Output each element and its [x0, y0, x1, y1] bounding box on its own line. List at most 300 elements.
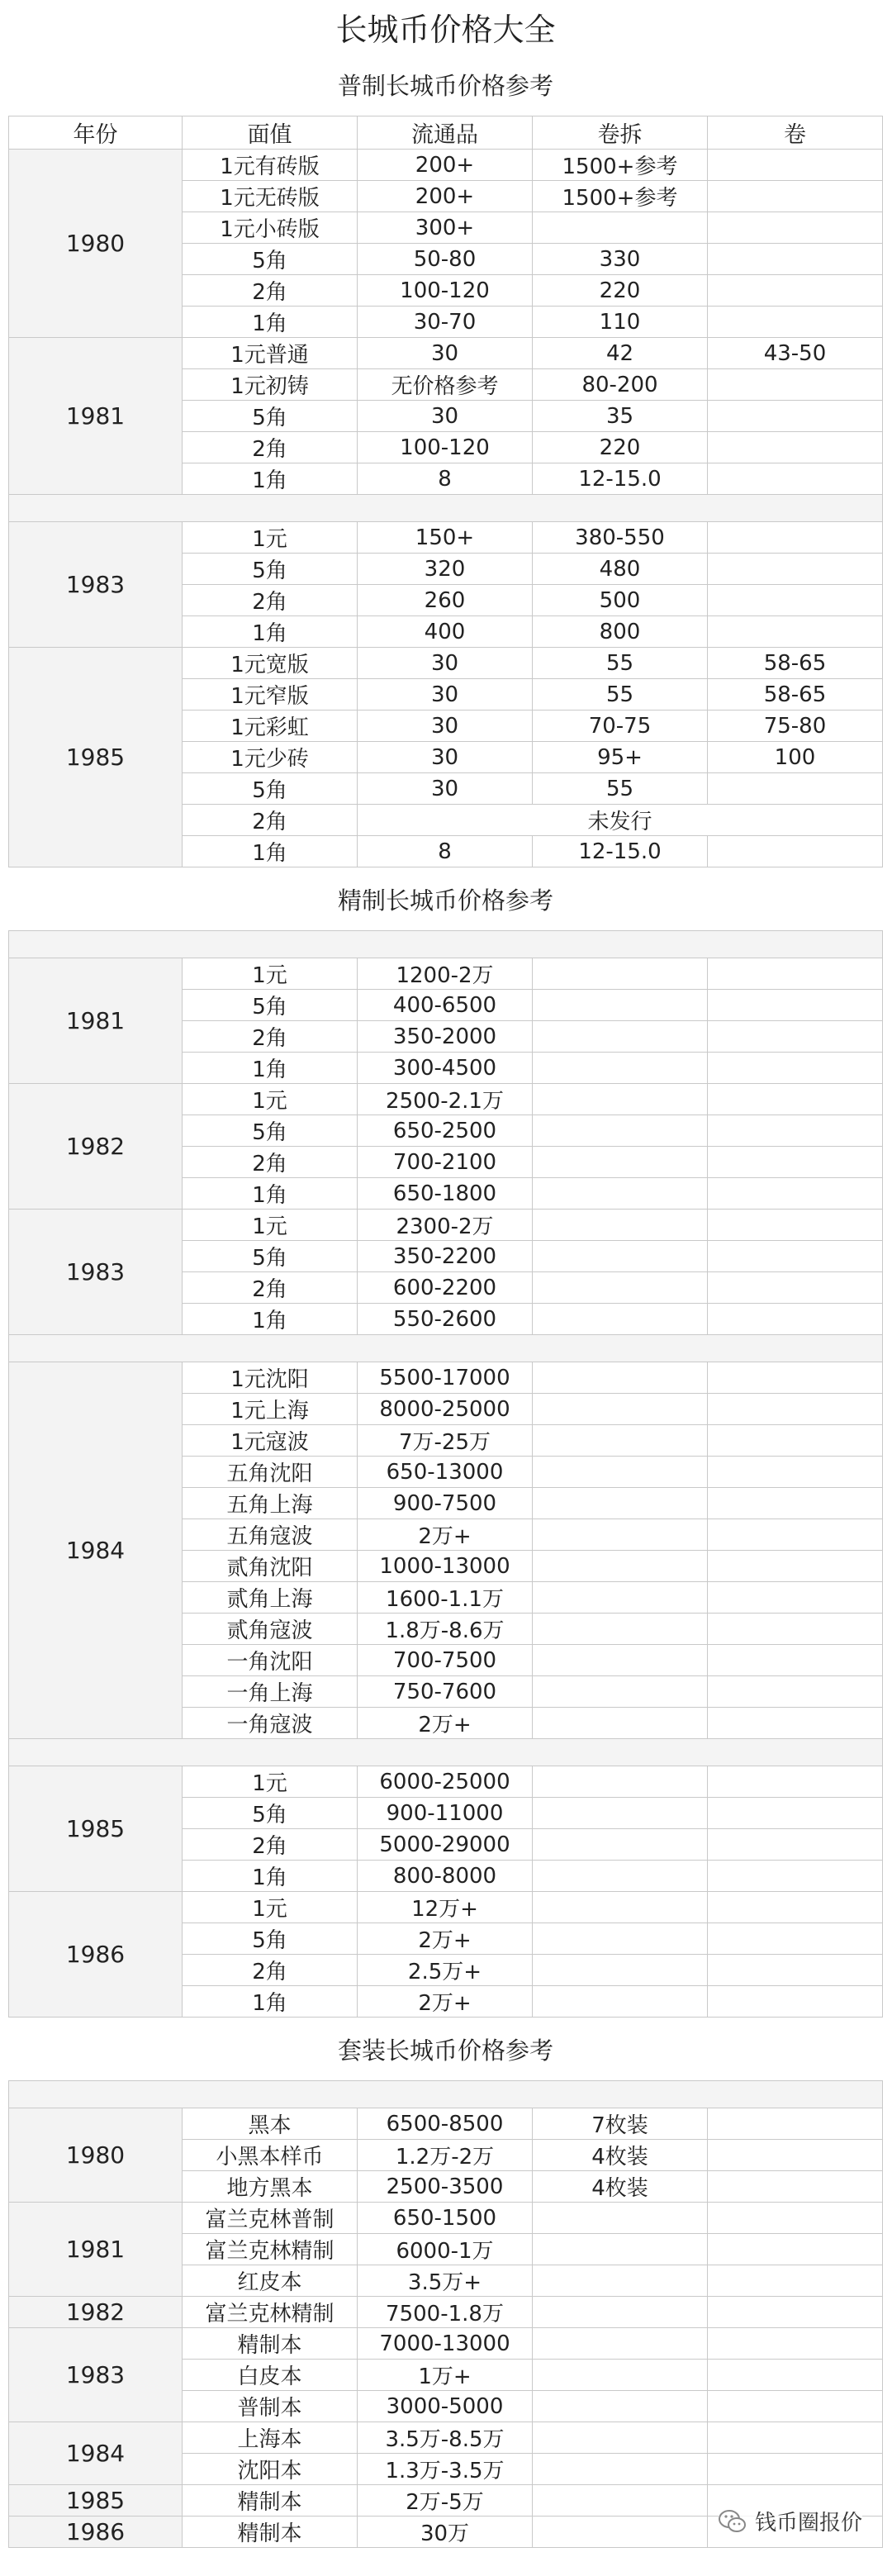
roll-split-price-cell	[533, 2517, 708, 2548]
roll-price-cell	[708, 1645, 883, 1676]
roll-split-price-cell	[533, 958, 708, 990]
section-header-row	[9, 867, 883, 931]
spacer-row	[9, 1739, 883, 1766]
roll-split-price-cell	[533, 1362, 708, 1394]
face-value-cell: 5角	[183, 990, 358, 1021]
roll-split-price-cell: 500	[533, 585, 708, 616]
face-value-cell: 普制本	[183, 2391, 358, 2422]
year-cell: 1982	[9, 2297, 183, 2328]
table-row	[9, 2108, 883, 2140]
year-cell: 1985	[9, 2485, 183, 2517]
face-value-cell: 黑本	[183, 2108, 358, 2140]
roll-price-cell	[708, 150, 883, 181]
circulation-price-cell: 30-70	[358, 307, 533, 338]
circulation-price-cell: 550-2600	[358, 1304, 533, 1335]
roll-split-price-cell	[533, 1923, 708, 1955]
roll-price-cell	[708, 1210, 883, 1241]
roll-split-price-cell	[533, 1304, 708, 1335]
table-row	[9, 648, 883, 679]
roll-price-cell	[708, 244, 883, 275]
roll-price-cell	[708, 1551, 883, 1582]
roll-price-cell	[708, 1829, 883, 1861]
roll-split-price-cell	[533, 1582, 708, 1614]
face-value-cell: 1元寇波	[183, 1425, 358, 1457]
roll-price-cell	[708, 1519, 883, 1551]
roll-price-cell	[708, 1084, 883, 1115]
roll-split-price-cell: 95+	[533, 742, 708, 773]
roll-price-cell	[708, 554, 883, 585]
face-value-cell: 1元	[183, 522, 358, 554]
face-value-cell: 一角寇波	[183, 1708, 358, 1739]
roll-price-cell	[708, 2454, 883, 2485]
roll-price-cell	[708, 522, 883, 554]
circulation-price-cell: 1200-2万	[358, 958, 533, 990]
circulation-price-cell: 6000-1万	[358, 2234, 533, 2265]
face-value-cell: 1元	[183, 958, 358, 990]
face-value-cell: 一角沈阳	[183, 1645, 358, 1676]
circulation-price-cell: 650-13000	[358, 1457, 533, 1488]
table-row	[9, 2203, 883, 2234]
circulation-price-cell: 30	[358, 773, 533, 805]
roll-split-price-cell: 110	[533, 307, 708, 338]
circulation-price-cell: 7000-13000	[358, 2328, 533, 2360]
face-value-cell: 5角	[183, 773, 358, 805]
face-value-cell: 沈阳本	[183, 2454, 358, 2485]
roll-split-price-cell: 480	[533, 554, 708, 585]
face-value-cell: 精制本	[183, 2485, 358, 2517]
face-value-cell: 1角	[183, 1304, 358, 1335]
spacer-row	[9, 2081, 883, 2108]
face-value-cell: 1角	[183, 307, 358, 338]
face-value-cell: 1元窄版	[183, 679, 358, 711]
circulation-price-cell: 7500-1.8万	[358, 2297, 533, 2328]
roll-split-price-cell: 380-550	[533, 522, 708, 554]
circulation-price-cell: 400	[358, 616, 533, 648]
watermark-logo	[719, 2506, 862, 2536]
circulation-price-cell: 7万-25万	[358, 1425, 533, 1457]
roll-split-price-cell	[533, 1614, 708, 1645]
spacer-row	[9, 1335, 883, 1362]
roll-price-cell	[708, 2328, 883, 2360]
spacer-cell	[9, 2081, 883, 2108]
face-value-cell: 五角寇波	[183, 1519, 358, 1551]
year-cell: 1984	[9, 1362, 183, 1739]
circulation-price-cell: 8000-25000	[358, 1394, 533, 1425]
circulation-price-cell: 8	[358, 836, 533, 867]
price-table-container	[8, 0, 882, 2548]
roll-split-price-cell: 4枚装	[533, 2140, 708, 2171]
roll-price-cell	[708, 616, 883, 648]
circulation-price-cell: 1.2万-2万	[358, 2140, 533, 2171]
roll-price-cell	[708, 181, 883, 212]
roll-price-cell	[708, 1766, 883, 1798]
face-value-cell: 1角	[183, 836, 358, 867]
roll-price-cell	[708, 1986, 883, 2018]
face-value-cell: 2角	[183, 1955, 358, 1986]
roll-price-cell	[708, 2265, 883, 2297]
roll-split-price-cell: 70-75	[533, 711, 708, 742]
roll-price-cell	[708, 836, 883, 867]
face-value-cell: 富兰克林精制	[183, 2297, 358, 2328]
section-header-row	[9, 2018, 883, 2081]
circulation-price-cell: 800-8000	[358, 1861, 533, 1892]
face-value-cell: 1元彩虹	[183, 711, 358, 742]
roll-price-cell: 100	[708, 742, 883, 773]
roll-price-cell: 58-65	[708, 648, 883, 679]
merged-note-cell: 未发行	[358, 805, 883, 836]
face-value-cell: 贰角沈阳	[183, 1551, 358, 1582]
circulation-price-cell: 650-1500	[358, 2203, 533, 2234]
column-header-row	[9, 116, 883, 150]
roll-split-price-cell	[533, 1178, 708, 1210]
roll-price-cell	[708, 2234, 883, 2265]
circulation-price-cell: 无价格参考	[358, 369, 533, 401]
face-value-cell: 5角	[183, 1241, 358, 1272]
roll-price-cell	[708, 1708, 883, 1739]
roll-price-cell	[708, 1923, 883, 1955]
roll-split-price-cell: 12-15.0	[533, 836, 708, 867]
roll-price-cell	[708, 1241, 883, 1272]
roll-price-cell	[708, 212, 883, 244]
roll-split-price-cell	[533, 2297, 708, 2328]
roll-split-price-cell: 55	[533, 773, 708, 805]
face-value-cell: 1元	[183, 1892, 358, 1923]
year-cell: 1985	[9, 1766, 183, 1892]
circulation-price-cell: 700-7500	[358, 1645, 533, 1676]
circulation-price-cell: 350-2200	[358, 1241, 533, 1272]
roll-split-price-cell	[533, 2360, 708, 2391]
year-cell: 1985	[9, 648, 183, 867]
roll-split-price-cell: 1500+参考	[533, 181, 708, 212]
face-value-cell: 贰角寇波	[183, 1614, 358, 1645]
roll-split-price-cell	[533, 1519, 708, 1551]
face-value-cell: 精制本	[183, 2328, 358, 2360]
year-cell: 1981	[9, 338, 183, 495]
roll-split-price-cell	[533, 2203, 708, 2234]
circulation-price-cell: 900-11000	[358, 1798, 533, 1829]
table-row	[9, 338, 883, 369]
face-value-cell: 富兰克林精制	[183, 2234, 358, 2265]
roll-price-cell	[708, 369, 883, 401]
year-cell: 1982	[9, 1084, 183, 1210]
roll-price-cell	[708, 1488, 883, 1519]
circulation-price-cell: 650-1800	[358, 1178, 533, 1210]
face-value-cell: 2角	[183, 585, 358, 616]
circulation-price-cell: 8	[358, 463, 533, 495]
circulation-price-cell: 2500-2.1万	[358, 1084, 533, 1115]
circulation-price-cell: 1600-1.1万	[358, 1582, 533, 1614]
price-table	[8, 0, 883, 2548]
circulation-price-cell: 750-7600	[358, 1676, 533, 1708]
roll-price-cell	[708, 1457, 883, 1488]
circulation-price-cell: 300-4500	[358, 1053, 533, 1084]
face-value-cell: 2角	[183, 1272, 358, 1304]
roll-price-cell	[708, 1798, 883, 1829]
roll-split-price-cell	[533, 1892, 708, 1923]
section-heading: 套装长城币价格参考	[337, 2036, 553, 2065]
circulation-price-cell: 2500-3500	[358, 2171, 533, 2203]
roll-price-cell	[708, 2171, 883, 2203]
roll-split-price-cell: 55	[533, 679, 708, 711]
roll-price-cell	[708, 1892, 883, 1923]
circulation-price-cell: 30	[358, 401, 533, 432]
circulation-price-cell: 350-2000	[358, 1021, 533, 1053]
roll-price-cell	[708, 463, 883, 495]
roll-split-price-cell	[533, 1272, 708, 1304]
year-cell: 1980	[9, 150, 183, 338]
roll-price-cell	[708, 1394, 883, 1425]
roll-price-cell	[708, 432, 883, 463]
circulation-price-cell: 2万+	[358, 1986, 533, 2018]
year-cell: 1983	[9, 2328, 183, 2422]
year-cell: 1983	[9, 522, 183, 648]
column-header: 流通品	[358, 116, 533, 150]
circulation-price-cell: 30	[358, 711, 533, 742]
year-cell: 1981	[9, 958, 183, 1084]
circulation-price-cell: 260	[358, 585, 533, 616]
roll-split-price-cell: 1500+参考	[533, 150, 708, 181]
face-value-cell: 一角上海	[183, 1676, 358, 1708]
circulation-price-cell: 3.5万+	[358, 2265, 533, 2297]
circulation-price-cell: 1万+	[358, 2360, 533, 2391]
face-value-cell: 5角	[183, 401, 358, 432]
circulation-price-cell: 700-2100	[358, 1147, 533, 1178]
roll-split-price-cell	[533, 1210, 708, 1241]
face-value-cell: 2角	[183, 1147, 358, 1178]
face-value-cell: 1元初铸	[183, 369, 358, 401]
circulation-price-cell: 12万+	[358, 1892, 533, 1923]
roll-split-price-cell	[533, 1708, 708, 1739]
roll-split-price-cell	[533, 1861, 708, 1892]
year-cell: 1986	[9, 1892, 183, 2018]
roll-split-price-cell	[533, 1986, 708, 2018]
roll-split-price-cell: 42	[533, 338, 708, 369]
roll-price-cell	[708, 1178, 883, 1210]
face-value-cell: 1角	[183, 1053, 358, 1084]
roll-split-price-cell	[533, 1053, 708, 1084]
table-row	[9, 522, 883, 554]
face-value-cell: 1元	[183, 1766, 358, 1798]
circulation-price-cell: 200+	[358, 181, 533, 212]
face-value-cell: 2角	[183, 275, 358, 307]
section-heading: 精制长城币价格参考	[337, 886, 553, 915]
face-value-cell: 五角上海	[183, 1488, 358, 1519]
roll-price-cell	[708, 2140, 883, 2171]
roll-price-cell	[708, 1272, 883, 1304]
circulation-price-cell: 650-2500	[358, 1115, 533, 1147]
roll-split-price-cell	[533, 1394, 708, 1425]
circulation-price-cell: 300+	[358, 212, 533, 244]
table-row	[9, 1766, 883, 1798]
circulation-price-cell: 2.5万+	[358, 1955, 533, 1986]
face-value-cell: 1角	[183, 463, 358, 495]
circulation-price-cell: 600-2200	[358, 1272, 533, 1304]
face-value-cell: 2角	[183, 1021, 358, 1053]
spacer-row	[9, 495, 883, 522]
watermark-text: 钱币圈报价	[754, 2511, 862, 2536]
roll-split-price-cell	[533, 2391, 708, 2422]
roll-split-price-cell: 80-200	[533, 369, 708, 401]
table-row	[9, 150, 883, 181]
face-value-cell: 精制本	[183, 2517, 358, 2548]
roll-price-cell	[708, 2391, 883, 2422]
roll-price-cell	[708, 1955, 883, 1986]
table-row	[9, 2422, 883, 2454]
circulation-price-cell: 30	[358, 742, 533, 773]
roll-split-price-cell	[533, 2485, 708, 2517]
roll-price-cell	[708, 401, 883, 432]
face-value-cell: 1元少砖	[183, 742, 358, 773]
column-header: 卷	[708, 116, 883, 150]
circulation-price-cell: 1.8万-8.6万	[358, 1614, 533, 1645]
circulation-price-cell: 30	[358, 648, 533, 679]
roll-split-price-cell	[533, 212, 708, 244]
circulation-price-cell: 900-7500	[358, 1488, 533, 1519]
face-value-cell: 1角	[183, 1861, 358, 1892]
roll-split-price-cell: 220	[533, 432, 708, 463]
roll-split-price-cell	[533, 2234, 708, 2265]
circulation-price-cell: 2万+	[358, 1923, 533, 1955]
year-cell: 1986	[9, 2517, 183, 2548]
table-row	[9, 2328, 883, 2360]
table-row	[9, 1362, 883, 1394]
circulation-price-cell: 5500-17000	[358, 1362, 533, 1394]
roll-split-price-cell: 7枚装	[533, 2108, 708, 2140]
roll-price-cell	[708, 1021, 883, 1053]
face-value-cell: 2角	[183, 1829, 358, 1861]
face-value-cell: 五角沈阳	[183, 1457, 358, 1488]
roll-price-cell	[708, 1582, 883, 1614]
face-value-cell: 1元无砖版	[183, 181, 358, 212]
page-title: 长城币价格大全	[335, 11, 556, 48]
face-value-cell: 小黑本样币	[183, 2140, 358, 2171]
year-cell: 1981	[9, 2203, 183, 2297]
face-value-cell: 1元上海	[183, 1394, 358, 1425]
column-header: 卷拆	[533, 116, 708, 150]
roll-split-price-cell: 55	[533, 648, 708, 679]
circulation-price-cell: 50-80	[358, 244, 533, 275]
roll-price-cell	[708, 1362, 883, 1394]
roll-split-price-cell	[533, 1645, 708, 1676]
circulation-price-cell: 2300-2万	[358, 1210, 533, 1241]
roll-price-cell	[708, 2108, 883, 2140]
column-header: 年份	[9, 116, 183, 150]
year-cell: 1980	[9, 2108, 183, 2203]
roll-split-price-cell: 220	[533, 275, 708, 307]
roll-split-price-cell	[533, 1798, 708, 1829]
roll-split-price-cell: 330	[533, 244, 708, 275]
table-row	[9, 1892, 883, 1923]
face-value-cell: 5角	[183, 1923, 358, 1955]
roll-split-price-cell	[533, 1955, 708, 1986]
roll-price-cell	[708, 1053, 883, 1084]
roll-price-cell	[708, 2422, 883, 2454]
year-cell: 1983	[9, 1210, 183, 1335]
table-row	[9, 1084, 883, 1115]
roll-split-price-cell: 4枚装	[533, 2171, 708, 2203]
circulation-price-cell: 30	[358, 338, 533, 369]
face-value-cell: 2角	[183, 432, 358, 463]
roll-price-cell	[708, 2203, 883, 2234]
circulation-price-cell: 2万+	[358, 1708, 533, 1739]
face-value-cell: 5角	[183, 1798, 358, 1829]
roll-price-cell	[708, 585, 883, 616]
circulation-price-cell: 6500-8500	[358, 2108, 533, 2140]
face-value-cell: 1元沈阳	[183, 1362, 358, 1394]
face-value-cell: 1元	[183, 1084, 358, 1115]
roll-price-cell: 58-65	[708, 679, 883, 711]
circulation-price-cell: 100-120	[358, 275, 533, 307]
roll-split-price-cell	[533, 1425, 708, 1457]
roll-price-cell	[708, 1304, 883, 1335]
table-row	[9, 2297, 883, 2328]
circulation-price-cell: 2万+	[358, 1519, 533, 1551]
table-row	[9, 1210, 883, 1241]
circulation-price-cell: 30万	[358, 2517, 533, 2548]
section-header-row	[9, 53, 883, 116]
roll-split-price-cell: 12-15.0	[533, 463, 708, 495]
spacer-cell	[9, 931, 883, 958]
face-value-cell: 1元有砖版	[183, 150, 358, 181]
roll-split-price-cell	[533, 1457, 708, 1488]
face-value-cell: 5角	[183, 554, 358, 585]
face-value-cell: 5角	[183, 244, 358, 275]
roll-split-price-cell	[533, 1676, 708, 1708]
face-value-cell: 1元	[183, 1210, 358, 1241]
roll-split-price-cell: 800	[533, 616, 708, 648]
roll-split-price-cell	[533, 2454, 708, 2485]
year-cell: 1984	[9, 2422, 183, 2485]
face-value-cell: 贰角上海	[183, 1582, 358, 1614]
face-value-cell: 1元小砖版	[183, 212, 358, 244]
roll-price-cell	[708, 1147, 883, 1178]
roll-price-cell	[708, 773, 883, 805]
roll-price-cell	[708, 307, 883, 338]
roll-price-cell	[708, 1115, 883, 1147]
roll-price-cell	[708, 1614, 883, 1645]
spacer-row	[9, 931, 883, 958]
roll-split-price-cell	[533, 990, 708, 1021]
face-value-cell: 白皮本	[183, 2360, 358, 2391]
face-value-cell: 1角	[183, 1178, 358, 1210]
spacer-cell	[9, 1739, 883, 1766]
roll-price-cell	[708, 2297, 883, 2328]
section-heading: 普制长城币价格参考	[337, 71, 553, 100]
roll-split-price-cell: 35	[533, 401, 708, 432]
circulation-price-cell: 400-6500	[358, 990, 533, 1021]
spacer-cell	[9, 1335, 883, 1362]
wechat-icon	[719, 2509, 747, 2534]
circulation-price-cell: 2万-5万	[358, 2485, 533, 2517]
roll-split-price-cell	[533, 1551, 708, 1582]
roll-price-cell	[708, 1425, 883, 1457]
roll-price-cell	[708, 990, 883, 1021]
circulation-price-cell: 1000-13000	[358, 1551, 533, 1582]
roll-split-price-cell	[533, 1488, 708, 1519]
column-header: 面值	[183, 116, 358, 150]
roll-split-price-cell	[533, 1021, 708, 1053]
roll-price-cell: 75-80	[708, 711, 883, 742]
face-value-cell: 1元宽版	[183, 648, 358, 679]
face-value-cell: 1元普通	[183, 338, 358, 369]
circulation-price-cell: 6000-25000	[358, 1766, 533, 1798]
face-value-cell: 富兰克林普制	[183, 2203, 358, 2234]
roll-split-price-cell	[533, 2422, 708, 2454]
roll-split-price-cell	[533, 1147, 708, 1178]
circulation-price-cell: 30	[358, 679, 533, 711]
spacer-cell	[9, 495, 883, 522]
roll-price-cell	[708, 1861, 883, 1892]
